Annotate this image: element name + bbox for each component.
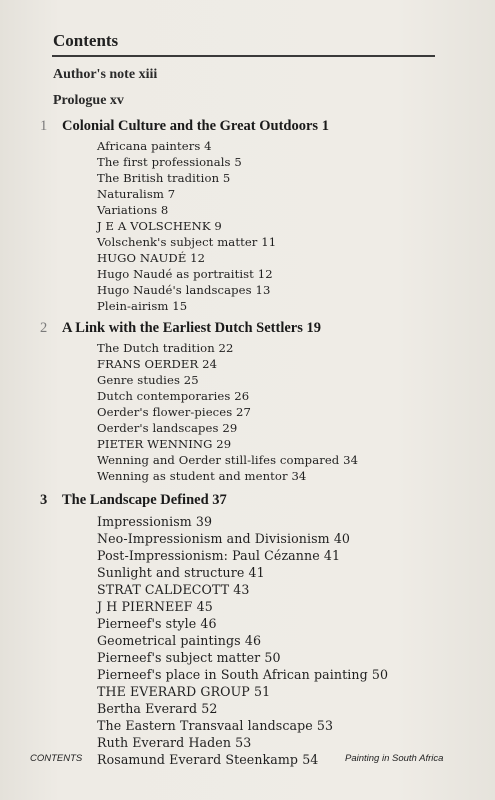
toc-entry-prologue	[53, 93, 124, 109]
chapter-1-heading	[40, 118, 329, 135]
toc-item: J E A VOLSCHENK 9	[97, 219, 222, 233]
chapter-title: A Link with the Earliest Dutch Settlers	[62, 320, 303, 336]
chapter-page: 1	[321, 118, 329, 134]
toc-item: Rosamund Everard Steenkamp 54	[97, 752, 319, 767]
toc-item: J H PIERNEEF 45	[97, 599, 213, 614]
toc-item: Oerder's flower-pieces 27	[97, 405, 252, 419]
toc-item: Naturalism 7	[97, 187, 176, 201]
toc-item: Post-Impressionism: Paul Cézanne 41	[97, 548, 341, 563]
toc-entry-authors-note	[53, 67, 157, 83]
page-title: Contents	[53, 31, 119, 50]
toc-item: Geometrical paintings 46	[97, 633, 262, 648]
toc-item: The British tradition 5	[97, 171, 231, 185]
toc-item: PIETER WENNING 29	[97, 437, 232, 451]
toc-item: Variations 8	[97, 203, 169, 217]
toc-item: The Dutch tradition 22	[97, 341, 234, 355]
toc-item: Plein-airism 15	[97, 299, 188, 313]
toc-item: Pierneef's subject matter 50	[97, 650, 281, 665]
toc-item: Wenning as student and mentor 34	[97, 469, 307, 483]
toc-item: The first professionals 5	[97, 155, 242, 169]
toc-item: Bertha Everard 52	[97, 701, 218, 716]
chapter-page: 19	[306, 320, 321, 336]
entry-page: xiii	[138, 67, 158, 82]
chapter-title: Colonial Culture and the Great Outdoors	[62, 118, 319, 134]
toc-item: Africana painters 4	[97, 139, 212, 153]
toc-item: The Eastern Transvaal landscape 53	[97, 718, 334, 733]
chapter-number: 1	[40, 118, 48, 134]
toc-item: Hugo Naudé as portraitist 12	[97, 267, 273, 281]
toc-item: Hugo Naudé's landscapes 13	[97, 283, 271, 297]
toc-item: Dutch contemporaries 26	[97, 389, 250, 403]
toc-item: STRAT CALDECOTT 43	[97, 582, 250, 597]
running-footer-section: CONTENTS	[30, 753, 83, 764]
toc-item: Pierneef's place in South African painting 50	[97, 667, 389, 682]
toc-item: Genre studies 25	[97, 373, 199, 387]
heading-rule	[52, 55, 435, 57]
entry-page: xv	[109, 93, 124, 108]
chapter-3-heading	[40, 492, 227, 509]
chapter-2-heading	[40, 320, 321, 337]
toc-item: Wenning and Oerder still-lifes compared 34	[97, 453, 359, 467]
toc-item: Volschenk's subject matter 11	[97, 235, 277, 249]
chapter-number: 3	[40, 492, 48, 508]
toc-item: Pierneef's style 46	[97, 616, 217, 631]
chapter-number: 2	[40, 320, 48, 336]
toc-item: Impressionism 39	[97, 514, 213, 529]
toc-item: Neo-Impressionism and Divisionism 40	[97, 531, 351, 546]
toc-item: THE EVERARD GROUP 51	[97, 684, 271, 699]
toc-item: HUGO NAUDÉ 12	[97, 251, 206, 265]
entry-title: Author's note	[53, 67, 136, 82]
entry-title: Prologue	[53, 93, 107, 108]
toc-item: FRANS OERDER 24	[97, 357, 218, 371]
toc-item: Ruth Everard Haden 53	[97, 735, 252, 750]
toc-item: Oerder's landscapes 29	[97, 421, 238, 435]
toc-item: Sunlight and structure 41	[97, 565, 265, 580]
chapter-title: The Landscape Defined	[62, 492, 209, 508]
chapter-page: 37	[212, 492, 227, 508]
running-footer-book-title: Painting in South Africa	[345, 753, 444, 764]
